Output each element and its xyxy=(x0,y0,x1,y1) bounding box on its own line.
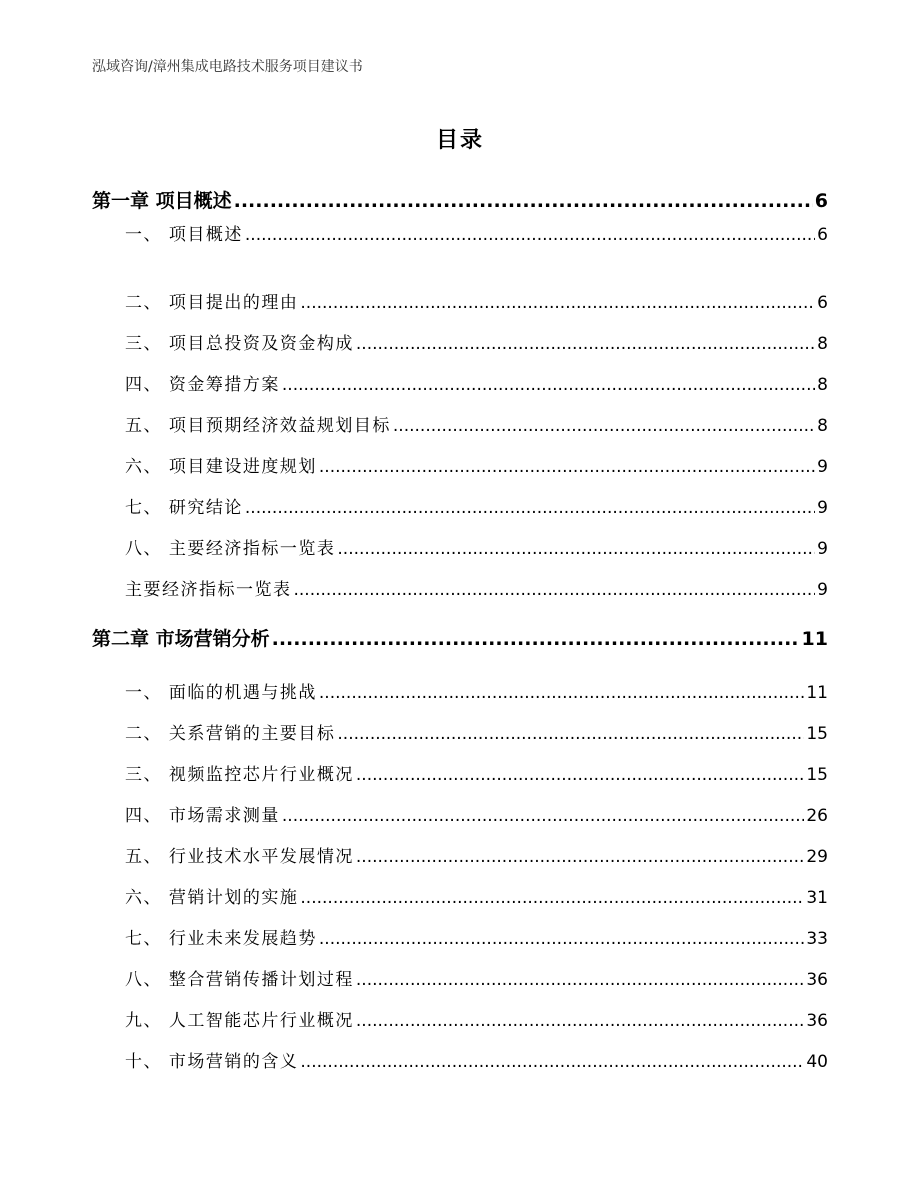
leader-dots xyxy=(337,724,804,744)
toc-label: 一、 项目概述 xyxy=(125,225,243,245)
toc-page-number: 15 xyxy=(806,724,828,744)
leader-dots xyxy=(300,888,804,908)
toc-label: 一、 面临的机遇与挑战 xyxy=(125,683,317,703)
toc-entry[interactable] xyxy=(125,288,828,313)
toc-entry[interactable] xyxy=(125,678,828,703)
toc-entry[interactable] xyxy=(125,883,828,908)
toc-page-number: 9 xyxy=(817,539,828,559)
toc-label: 八、 整合营销传播计划过程 xyxy=(125,970,354,990)
leader-dots xyxy=(319,683,804,703)
toc-page-number: 40 xyxy=(806,1052,828,1072)
toc-entry[interactable] xyxy=(125,965,828,990)
toc-entry[interactable] xyxy=(125,842,828,867)
toc-page-number: 6 xyxy=(817,293,828,313)
leader-dots xyxy=(356,334,815,354)
toc-page-number: 8 xyxy=(817,375,828,395)
toc-page-number: 11 xyxy=(806,683,828,703)
toc-page-number: 36 xyxy=(806,970,828,990)
toc-entry[interactable] xyxy=(125,760,828,785)
toc-entry[interactable] xyxy=(125,1047,828,1072)
leader-dots xyxy=(337,539,815,559)
toc-label: 三、 视频监控芯片行业概况 xyxy=(125,765,354,785)
toc-label: 主要经济指标一览表 xyxy=(125,580,292,600)
toc-entry[interactable] xyxy=(125,493,828,518)
toc-page-number: 31 xyxy=(806,888,828,908)
toc-label: 五、 项目预期经济效益规划目标 xyxy=(125,416,391,436)
toc-label: 六、 项目建设进度规划 xyxy=(125,457,317,477)
toc-label: 三、 项目总投资及资金构成 xyxy=(125,334,354,354)
toc-chapter-2[interactable] xyxy=(92,624,828,651)
leader-dots xyxy=(356,970,804,990)
toc-label: 九、 人工智能芯片行业概况 xyxy=(125,1011,354,1031)
toc-entry[interactable] xyxy=(125,575,828,600)
leader-dots xyxy=(282,375,815,395)
toc-label: 四、 市场需求测量 xyxy=(125,806,280,826)
leader-dots xyxy=(319,457,815,477)
leader-dots xyxy=(393,416,815,436)
toc-label: 七、 研究结论 xyxy=(125,498,243,518)
toc-entry[interactable] xyxy=(125,220,828,245)
leader-dots xyxy=(319,929,804,949)
toc-page-number: 26 xyxy=(806,806,828,826)
leader-dots xyxy=(356,765,804,785)
toc-label: 二、 项目提出的理由 xyxy=(125,293,299,313)
toc-title: 目录 xyxy=(435,128,484,153)
toc-entry[interactable] xyxy=(125,719,828,744)
toc-page-number: 15 xyxy=(806,765,828,785)
leader-dots xyxy=(356,847,804,867)
toc-label: 六、 营销计划的实施 xyxy=(125,888,299,908)
toc-entry[interactable] xyxy=(125,534,828,559)
toc-label: 八、 主要经济指标一览表 xyxy=(125,539,336,559)
toc-entry[interactable] xyxy=(125,329,828,354)
leader-dots xyxy=(300,1052,804,1072)
toc-entry[interactable] xyxy=(125,411,828,436)
toc-entry[interactable] xyxy=(125,370,828,395)
toc-label: 第二章 市场营销分析 xyxy=(92,628,270,650)
toc-page-number: 29 xyxy=(806,847,828,867)
toc-label: 十、 市场营销的含义 xyxy=(125,1052,299,1072)
toc-page-number: 33 xyxy=(806,929,828,949)
toc-entry[interactable] xyxy=(125,924,828,949)
leader-dots xyxy=(245,498,815,518)
toc-label: 四、 资金筹措方案 xyxy=(125,375,280,395)
toc-label: 二、 关系营销的主要目标 xyxy=(125,724,336,744)
toc-label: 七、 行业未来发展趋势 xyxy=(125,929,317,949)
leader-dots xyxy=(245,225,815,245)
toc-label: 五、 行业技术水平发展情况 xyxy=(125,847,354,867)
toc-entry[interactable] xyxy=(125,1006,828,1031)
toc-label: 第一章 项目概述 xyxy=(92,190,232,212)
toc-entry[interactable] xyxy=(125,801,828,826)
leader-dots xyxy=(294,580,816,600)
leader-dots xyxy=(282,806,804,826)
toc-entry[interactable] xyxy=(125,452,828,477)
running-header: 泓域咨询/漳州集成电路技术服务项目建议书 xyxy=(92,59,363,75)
toc-page-number: 8 xyxy=(817,416,828,436)
toc-page-number: 6 xyxy=(817,225,828,245)
leader-dots xyxy=(356,1011,804,1031)
toc-page-number: 9 xyxy=(817,498,828,518)
leader-dots xyxy=(234,190,813,212)
toc-page-number: 6 xyxy=(814,190,828,212)
leader-dots xyxy=(272,628,800,650)
toc-page-number: 9 xyxy=(817,580,828,600)
toc-page-number: 11 xyxy=(801,628,828,650)
toc-chapter-1[interactable] xyxy=(92,186,828,213)
toc-page-number: 9 xyxy=(817,457,828,477)
toc-page-number: 8 xyxy=(817,334,828,354)
toc-page-number: 36 xyxy=(806,1011,828,1031)
leader-dots xyxy=(300,293,815,313)
